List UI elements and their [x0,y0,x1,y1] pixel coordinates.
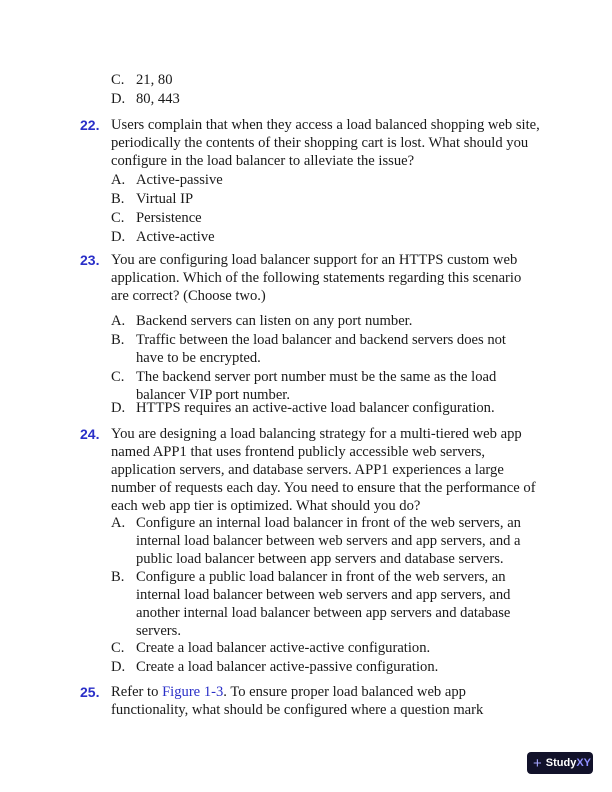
question-number: 22. [80,117,100,133]
option-text: The backend server port number must be the same as the load balancer VIP port number. [136,369,497,403]
question-23 [80,251,540,305]
question-text [111,683,540,719]
option-text: Persistence [136,210,202,226]
option-letter: C. [111,640,125,656]
option-text: Backend servers can listen on any port number. [136,313,413,329]
badge-prefix: Study [545,757,577,769]
option [111,228,531,246]
option-text: HTTPS requires an active-active load balancer configuration. [136,400,495,416]
option [111,658,531,676]
question-number: 24. [80,426,100,442]
option-letter: C. [111,210,125,226]
option [111,171,531,189]
option-letter: B. [111,332,125,348]
badge-suffix: XY [576,757,592,769]
option [111,514,531,568]
option-letter: D. [111,400,126,416]
option-text: 80, 443 [136,91,180,107]
question-text: Users complain that when they access a load balanced shopping web site, periodically the contents of their shopping cart is lost. What should you configure in the load balancer to alleviate the issue? [111,117,540,169]
option [111,639,531,657]
option [111,209,531,227]
option-letter: D. [111,229,126,245]
question-text-end: . To ensure proper load balanced web app functionality, what should be configured where a question mark [111,684,484,718]
option-letter: B. [111,191,125,207]
option-text: 21, 80 [136,72,173,88]
question-24 [80,425,540,515]
option [111,568,531,640]
question-number: 23. [80,252,100,268]
option-text: Active-active [136,229,215,245]
option-text: Configure an internal load balancer in front of the web servers, an internal load balancer between web servers and app servers, and a public load balancer between app servers and database servers. [136,515,521,567]
option [111,399,531,417]
option [111,331,531,367]
studyxy-badge[interactable] [527,752,593,774]
option-letter: C. [111,369,125,385]
option-text: Traffic between the load balancer and backend servers does not have to be encrypted. [136,332,506,366]
plus-icon: + [533,754,542,772]
figure-link[interactable]: Figure 1-3 [162,684,224,700]
badge-label [546,757,591,769]
option-text: Virtual IP [136,191,194,207]
option-letter: D. [111,659,126,675]
option-letter: A. [111,172,126,188]
option-letter: D. [111,91,126,107]
option-letter: C. [111,72,125,88]
option-text: Create a load balancer active-passive configuration. [136,659,439,675]
question-text-start: Refer to [111,684,163,700]
option [111,71,531,89]
option [111,190,531,208]
option-letter: A. [111,515,126,531]
option [111,312,531,330]
option [111,90,531,108]
question-text: You are configuring load balancer support for an HTTPS custom web application. Which of the following statements regarding this scenario are correct? (Choose two.) [111,252,522,304]
option-letter: A. [111,313,126,329]
option-text: Create a load balancer active-active configuration. [136,640,431,656]
option-text: Configure a public load balancer in front of the web servers, an internal load balancer between web servers and app servers, and another internal load balancer between app servers and database servers. [136,569,511,639]
question-25 [80,683,540,719]
option-letter: B. [111,569,125,585]
question-text: You are designing a load balancing strategy for a multi-tiered web app named APP1 that uses frontend publicly accessible web servers, application servers, and database servers. APP1 experiences a large number of requests each day. You need to ensure that the performance of each web app tier is optimized. What should you do? [111,426,536,514]
question-number: 25. [80,684,100,700]
option-text: Active-passive [136,172,223,188]
question-22 [80,116,540,170]
